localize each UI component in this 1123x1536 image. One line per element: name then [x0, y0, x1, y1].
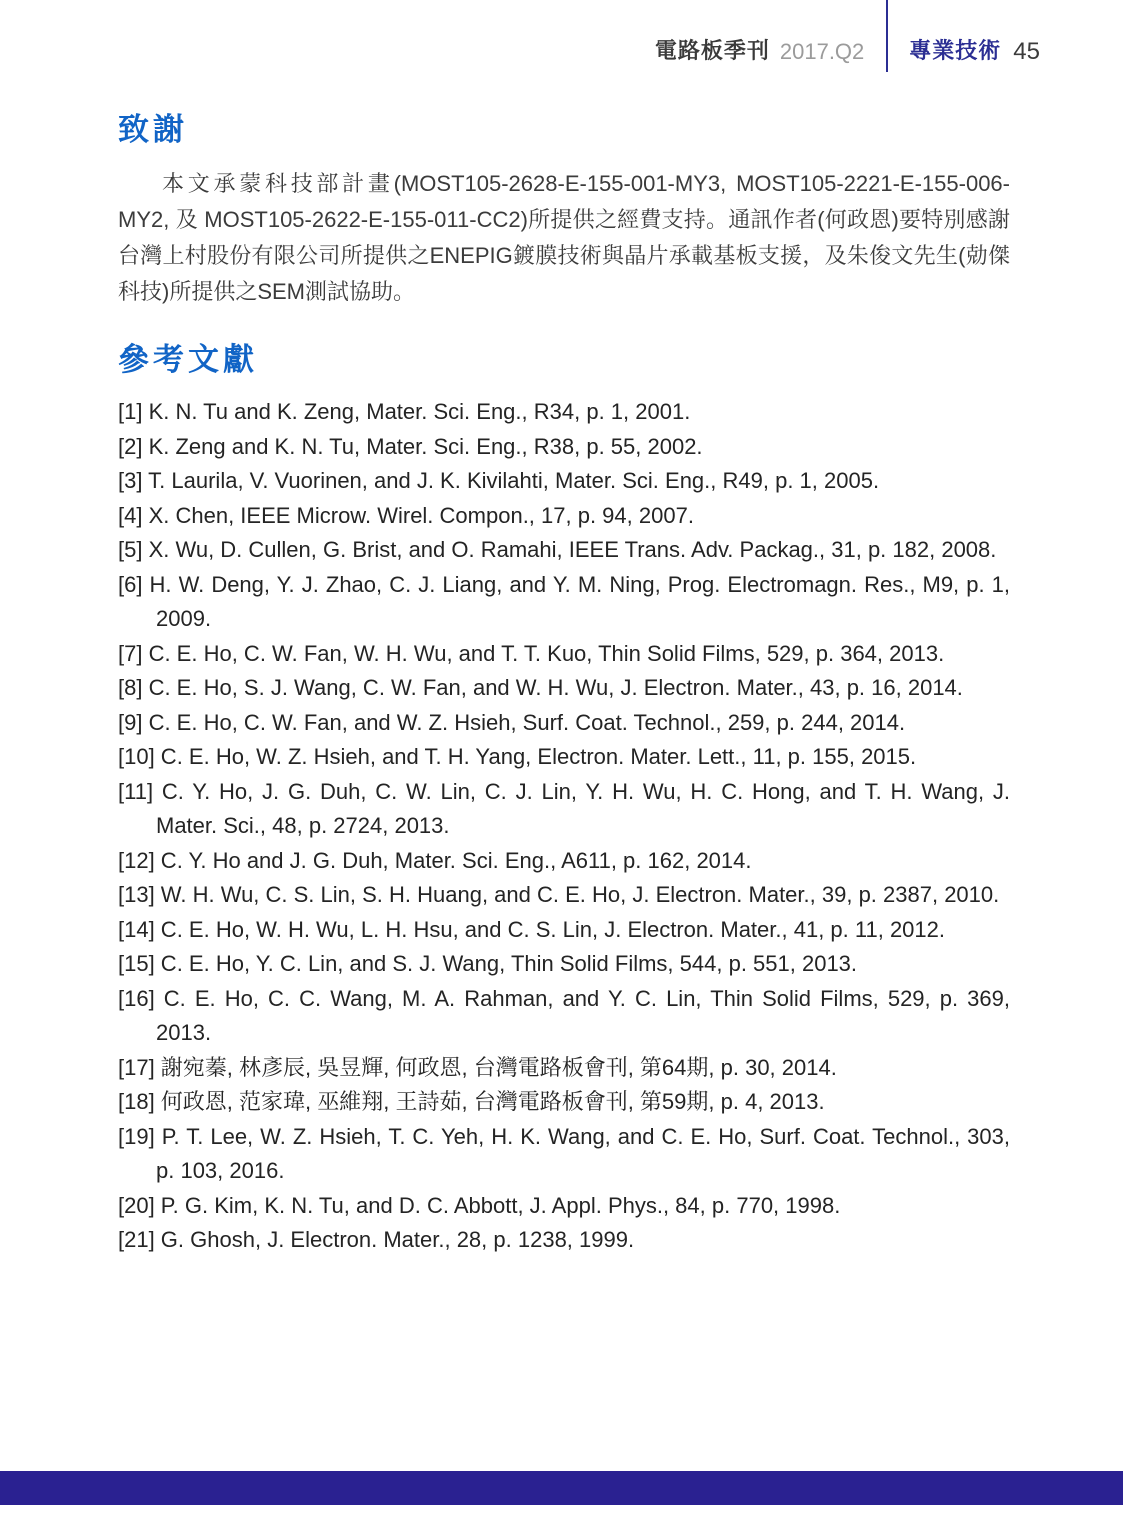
reference-item: [18] 何政恩, 范家瑋, 巫維翔, 王詩茹, 台灣電路板會刊, 第59期, p. 4, 2013.: [118, 1089, 825, 1114]
reference-item: [7] C. E. Ho, C. W. Fan, W. H. Wu, and T. T. Kuo, Thin Solid Films, 529, p. 364, 2013.: [118, 640, 945, 666]
section-label: 專業技術: [909, 38, 1002, 63]
reference-item: [1] K. N. Tu and K. Zeng, Mater. Sci. Eng., R34, p. 1, 2001.: [118, 399, 691, 424]
reference-list: [118, 395, 1010, 1258]
references-heading: 參考文獻: [118, 342, 258, 377]
reference-item: [20] P. G. Kim, K. N. Tu, and D. C. Abbott, J. Appl. Phys., 84, p. 770, 1998.: [118, 1192, 841, 1218]
reference-item: [9] C. E. Ho, C. W. Fan, and W. Z. Hsieh, Surf. Coat. Technol., 259, p. 244, 2014.: [118, 709, 906, 735]
reference-item: [21] G. Ghosh, J. Electron. Mater., 28, p. 1238, 1999.: [118, 1227, 635, 1252]
reference-item: [13] W. H. Wu, C. S. Lin, S. H. Huang, and C. E. Ho, J. Electron. Mater., 39, p. 2387, 2010.: [118, 882, 1000, 907]
reference-item: [11] C. Y. Ho, J. G. Duh, C. W. Lin, C. J. Lin, Y. H. Wu, H. C. Hong, and T. H. Wang, J. Mater. Sci., 48, p. 2724, 2013.: [118, 778, 1010, 838]
reference-item: [19] P. T. Lee, W. Z. Hsieh, T. C. Yeh, H. K. Wang, and C. E. Ho, Surf. Coat. Technol., 303, p. 103, 2016.: [118, 1123, 1010, 1183]
reference-item: [5] X. Wu, D. Cullen, G. Brist, and O. Ramahi, IEEE Trans. Adv. Packag., 31, p. 182, 2008.: [118, 537, 997, 562]
header-divider: [886, 0, 888, 72]
reference-item: [15] C. E. Ho, Y. C. Lin, and S. J. Wang, Thin Solid Films, 544, p. 551, 2013.: [118, 951, 858, 976]
main-content: [118, 110, 1010, 1258]
reference-item: [10] C. E. Ho, W. Z. Hsieh, and T. H. Yang, Electron. Mater. Lett., 11, p. 155, 2015.: [118, 744, 917, 769]
page-header: [0, 0, 1123, 72]
reference-item: [14] C. E. Ho, W. H. Wu, L. H. Hsu, and C. S. Lin, J. Electron. Mater., 41, p. 11, 2012.: [118, 916, 945, 942]
page-number: 45: [1013, 38, 1040, 65]
footer-accent-bar: [0, 1471, 1123, 1505]
reference-item: [3] T. Laurila, V. Vuorinen, and J. K. Kivilahti, Mater. Sci. Eng., R49, p. 1, 2005.: [118, 468, 880, 493]
reference-item: [17] 謝宛蓁, 林彥辰, 吳昱輝, 何政恩, 台灣電路板會刊, 第64期, p. 30, 2014.: [118, 1054, 837, 1080]
reference-item: [6] H. W. Deng, Y. J. Zhao, C. J. Liang, and Y. M. Ning, Prog. Electromagn. Res., M9, p. 1, 2009.: [118, 571, 1010, 631]
acknowledgements-paragraph: 本文承蒙科技部計畫(MOST105-2628-E-155-001-MY3, MOST105-2221-E-155-006-MY2, 及 MOST105-2622-E-155-011-CC2)所提供之經費支持。通訊作者(何政恩)要特別感謝台灣上村股份有限公司所提供之ENEPIG鍍膜技術與晶片承載基板支援，及朱俊文先生(勀傑科技)所提供之SEM測試協助。: [118, 171, 1010, 304]
reference-item: [8] C. E. Ho, S. J. Wang, C. W. Fan, and W. H. Wu, J. Electron. Mater., 43, p. 16, 2014.: [118, 675, 963, 700]
reference-item: [4] X. Chen, IEEE Microw. Wirel. Compon., 17, p. 94, 2007.: [118, 502, 694, 528]
reference-item: [2] K. Zeng and K. N. Tu, Mater. Sci. Eng., R38, p. 55, 2002.: [118, 433, 703, 459]
journal-title: 電路板季刊: [654, 38, 770, 63]
reference-item: [16] C. E. Ho, C. C. Wang, M. A. Rahman, and Y. C. Lin, Thin Solid Films, 529, p. 369, 2013.: [118, 985, 1010, 1045]
journal-issue: 2017.Q2: [779, 39, 865, 64]
reference-item: [12] C. Y. Ho and J. G. Duh, Mater. Sci. Eng., A611, p. 162, 2014.: [118, 847, 752, 873]
acknowledgements-heading: 致謝: [118, 112, 188, 147]
